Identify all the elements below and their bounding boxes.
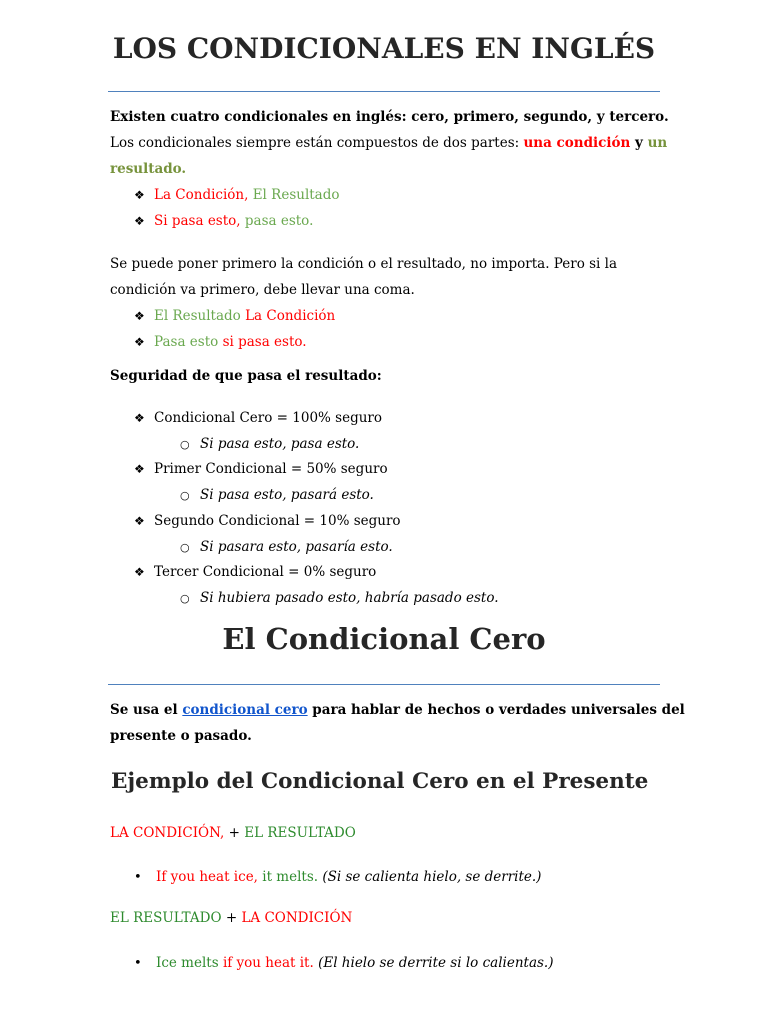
circle-bullet-icon: ○ (180, 438, 190, 451)
pattern-condition: LA CONDICIÓN, (110, 825, 229, 841)
intro-and: y (630, 135, 648, 151)
example-result: it melts. (262, 869, 319, 885)
pattern-1 (110, 825, 356, 841)
security-example (180, 590, 499, 606)
pattern-plus: + (225, 910, 242, 926)
order1-result: pasa esto. (244, 213, 314, 229)
dot-bullet-icon: • (134, 870, 142, 885)
circle-bullet-icon: ○ (180, 592, 190, 605)
pattern-result: EL RESULTADO (110, 910, 226, 926)
usage-text-rest: para hablar de hechos o verdades universales del (307, 702, 685, 718)
title-rule (108, 91, 660, 92)
usage-line-1 (110, 702, 685, 718)
condicional-cero-link[interactable]: condicional cero (182, 702, 308, 718)
security-label: Segundo Condicional = 10% seguro (154, 513, 401, 529)
intro-line-3: resultado. (110, 161, 187, 177)
security-example (180, 436, 359, 452)
security-example-text: Si pasa esto, pasará esto. (200, 487, 374, 503)
pattern-condition: LA CONDICIÓN (241, 910, 353, 926)
intro-text: Los condicionales siempre están compuestos de dos partes: (110, 135, 524, 151)
example-2 (134, 955, 553, 971)
diamond-bullet-icon: ❖ (134, 335, 145, 349)
security-example-text: Si pasa esto, pasa esto. (200, 436, 360, 452)
example-result: Ice melts (156, 955, 223, 971)
order1-condition: Si pasa esto, (154, 213, 245, 229)
order2-condition: si pasa esto. (222, 334, 307, 350)
security-item (134, 513, 401, 529)
section-title: El Condicional Cero (222, 622, 546, 656)
intro-line-1: Existen cuatro condicionales en inglés: cero, primero, segundo, y tercero. (110, 109, 669, 125)
diamond-bullet-icon: ❖ (134, 214, 145, 228)
usage-text: Se usa el (110, 702, 183, 718)
security-label: Primer Condicional = 50% seguro (154, 461, 388, 477)
security-example-text: Si pasara esto, pasaría esto. (200, 539, 393, 555)
condition-highlight: una condición (523, 135, 631, 151)
diamond-bullet-icon: ❖ (134, 309, 145, 323)
para2-line-1: Se puede poner primero la condición o el resultado, no importa. Pero si la (110, 256, 618, 272)
security-example (180, 539, 393, 555)
example-heading: Ejemplo del Condicional Cero en el Presente (111, 769, 649, 794)
usage-line-2: presente o pasado. (110, 728, 252, 744)
security-example (180, 487, 374, 503)
order2-item (134, 308, 335, 324)
example-translation: (El hielo se derrite si lo calientas.) (313, 955, 554, 971)
security-heading: Seguridad de que pasa el resultado: (110, 368, 382, 384)
para2-line-2: condición va primero, debe llevar una coma. (110, 282, 415, 298)
order1-condition: La Condición, (154, 187, 253, 203)
circle-bullet-icon: ○ (180, 541, 190, 554)
example-1 (134, 869, 541, 885)
pattern-result: EL RESULTADO (244, 825, 356, 841)
section-rule (108, 684, 660, 685)
security-item (134, 564, 376, 580)
diamond-bullet-icon: ❖ (134, 411, 145, 425)
order1-item (134, 213, 313, 229)
security-example-text: Si hubiera pasado esto, habría pasado esto. (200, 590, 499, 606)
diamond-bullet-icon: ❖ (134, 514, 145, 528)
intro-line-2 (110, 135, 667, 151)
order2-result: El Resultado (154, 308, 246, 324)
order1-item (134, 187, 340, 203)
pattern-plus: + (228, 825, 245, 841)
dot-bullet-icon: • (134, 956, 142, 971)
security-label: Tercer Condicional = 0% seguro (154, 564, 377, 580)
circle-bullet-icon: ○ (180, 489, 190, 502)
diamond-bullet-icon: ❖ (134, 565, 145, 579)
security-label: Condicional Cero = 100% seguro (154, 410, 382, 426)
document-title: LOS CONDICIONALES EN INGLÉS (112, 32, 656, 65)
example-condition: if you heat it. (222, 955, 314, 971)
order2-item (134, 334, 307, 350)
result-highlight: un (647, 135, 668, 151)
example-condition: If you heat ice, (156, 869, 263, 885)
example-translation: (Si se calienta hielo, se derrite.) (318, 869, 542, 885)
security-item (134, 461, 388, 477)
diamond-bullet-icon: ❖ (134, 188, 145, 202)
order2-condition: La Condición (245, 308, 336, 324)
order2-result: Pasa esto (154, 334, 223, 350)
order1-result: El Resultado (252, 187, 340, 203)
diamond-bullet-icon: ❖ (134, 462, 145, 476)
security-item (134, 410, 382, 426)
pattern-2 (110, 910, 352, 926)
